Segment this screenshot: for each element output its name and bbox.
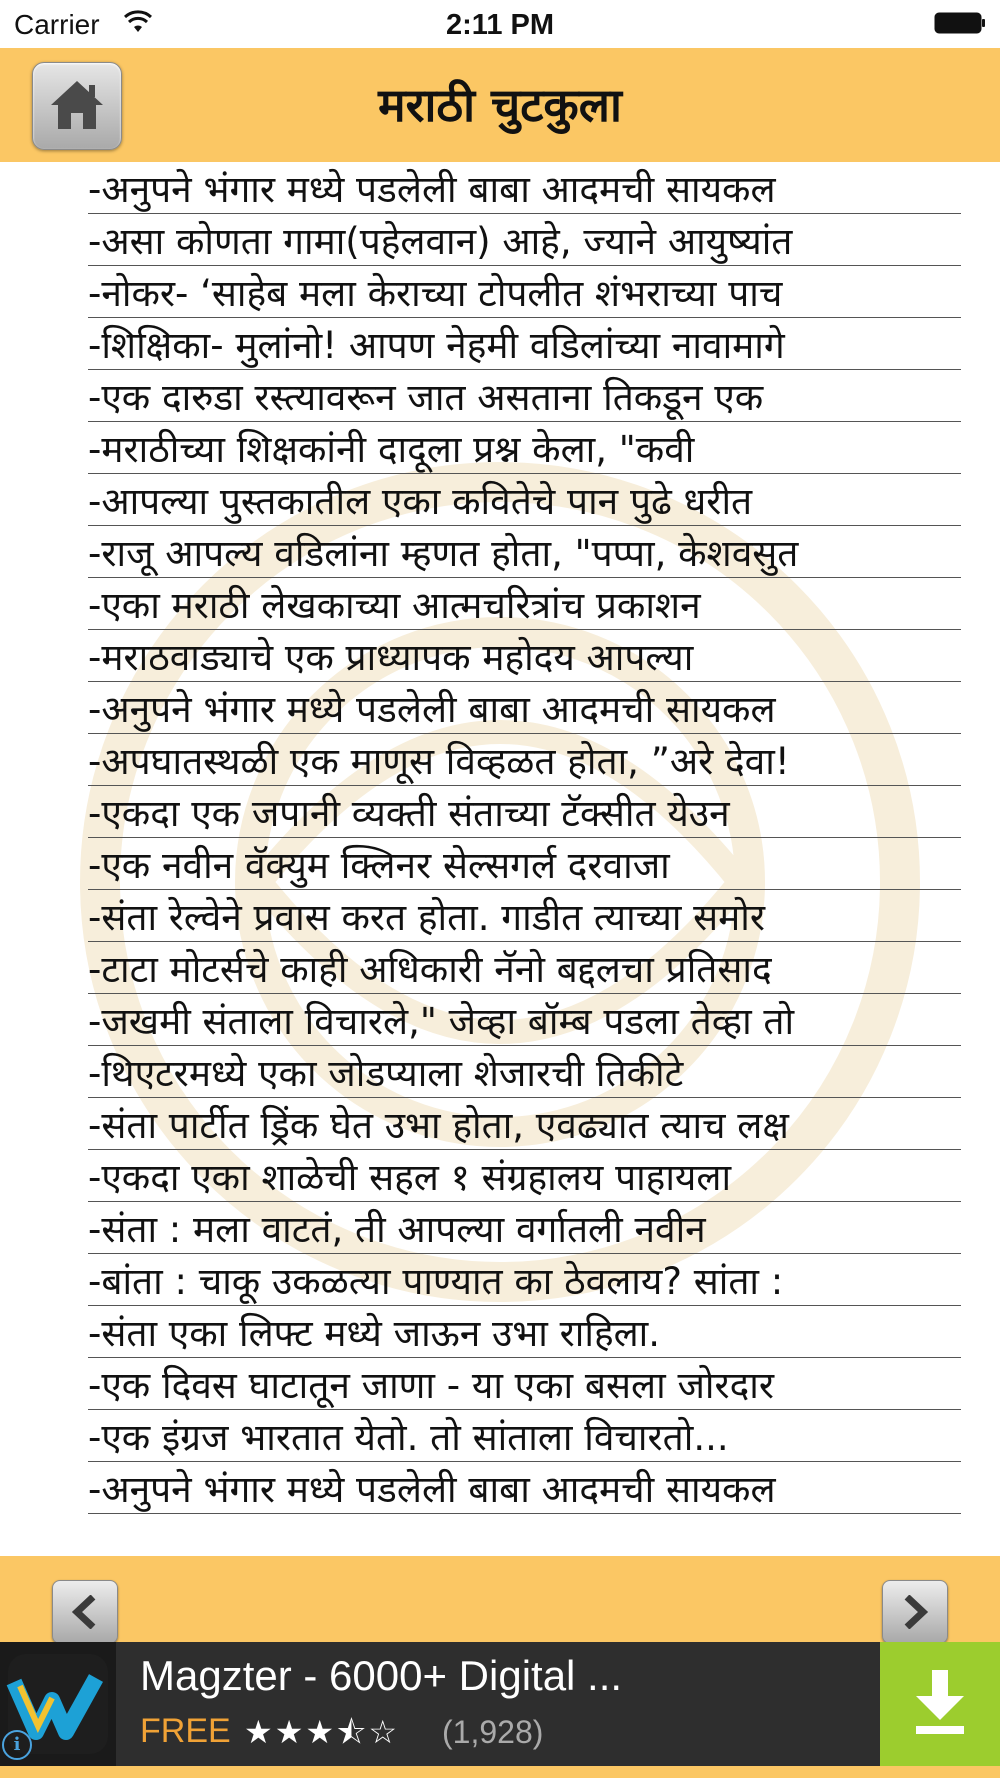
joke-row[interactable] xyxy=(88,734,961,786)
joke-text: -एक दारुडा रस्त्यावरून जात असताना तिकडून एक xyxy=(88,376,764,419)
ad-title: Magzter - 6000+ Digital ... xyxy=(140,1652,623,1699)
status-time: 2:11 PM xyxy=(446,9,554,41)
joke-row[interactable] xyxy=(88,1150,961,1202)
joke-row[interactable] xyxy=(88,942,961,994)
joke-row[interactable] xyxy=(88,1202,961,1254)
joke-row[interactable] xyxy=(88,422,961,474)
joke-text: -मराठीच्या शिक्षकांनी दादूला प्रश्न केला, "कवी xyxy=(88,428,695,471)
joke-text: -संता रेल्वेने प्रवास करत होता. गाडीत त्याच्या समोर xyxy=(88,896,766,939)
ad-review-count: (1,928) xyxy=(442,1714,544,1750)
joke-row[interactable] xyxy=(88,1410,961,1462)
carrier-label: Carrier xyxy=(14,9,100,40)
joke-text: -नोकर- ‘साहेब मला केराच्या टोपलीत शंभराच्या पाच xyxy=(88,272,783,315)
joke-row[interactable] xyxy=(88,214,961,266)
ad-banner[interactable] xyxy=(0,1642,1000,1766)
joke-text: -अपघातस्थळी एक माणूस विव्हळत होता, ”अरे देवा! xyxy=(88,740,790,783)
joke-text: -अनुपने भंगार मध्ये पडलेली बाबा आदमची सायकल xyxy=(88,168,776,211)
previous-button[interactable] xyxy=(52,1580,118,1644)
joke-row[interactable] xyxy=(88,526,961,578)
joke-row[interactable] xyxy=(88,578,961,630)
home-button[interactable] xyxy=(32,62,122,150)
joke-row[interactable] xyxy=(88,1358,961,1410)
battery-icon xyxy=(934,12,986,34)
joke-text: -बांता : चाकू उकळत्या पाण्यात का ठेवलाय? सांता : xyxy=(88,1260,784,1303)
joke-text: -असा कोणता गामा(पहेलवान) आहे, ज्याने आयुष्यांत xyxy=(88,220,793,263)
joke-text: -एक दिवस घाटातून जाणा - या एका बसला जोरदार xyxy=(88,1364,775,1407)
page-title: मराठी चुटकुला xyxy=(378,78,622,132)
ad-download-button[interactable] xyxy=(880,1642,1000,1766)
joke-row[interactable] xyxy=(88,370,961,422)
chevron-right-icon xyxy=(899,1595,931,1629)
joke-text: -संता एका लिफ्ट मध्ये जाऊन उभा राहिला. xyxy=(88,1312,661,1355)
joke-text: -मराठवाड्याचे एक प्राध्यापक महोदय आपल्या xyxy=(88,636,694,679)
joke-row[interactable] xyxy=(88,630,961,682)
joke-text: -एक इंग्रज भारतात येतो. तो सांताला विचारतो... xyxy=(88,1416,729,1459)
joke-text: -टाटा मोटर्सचे काही अधिकारी नॅनो बद्दलचा प्रतिसाद xyxy=(88,948,772,991)
download-icon xyxy=(912,1668,968,1738)
ad-price: FREE xyxy=(140,1712,231,1750)
joke-text: -अनुपने भंगार मध्ये पडलेली बाबा आदमची सायकल xyxy=(88,1468,776,1511)
app-header xyxy=(0,48,1000,162)
home-icon xyxy=(47,77,107,133)
joke-text: -राजू आपल्य वडिलांना म्हणत होता, "पप्पा, केशवसुत xyxy=(88,532,799,575)
joke-row[interactable] xyxy=(88,994,961,1046)
joke-row[interactable] xyxy=(88,162,961,214)
bottom-strip xyxy=(0,1766,1000,1778)
joke-row[interactable] xyxy=(88,890,961,942)
joke-text: -अनुपने भंगार मध्ये पडलेली बाबा आदमची सायकल xyxy=(88,688,776,731)
ad-app-icon[interactable] xyxy=(0,1642,116,1766)
joke-row[interactable] xyxy=(88,266,961,318)
joke-row[interactable] xyxy=(88,1098,961,1150)
joke-text: -आपल्या पुस्तकातील एका कवितेचे पान पुढे धरीत xyxy=(88,480,753,523)
joke-text: -संता : मला वाटतं, ती आपल्या वर्गातली नवीन xyxy=(88,1208,706,1251)
joke-text: -एक नवीन वॅक्युम क्लिनर सेल्सगर्ल दरवाजा xyxy=(88,844,670,887)
info-icon[interactable]: i xyxy=(2,1730,32,1760)
joke-row[interactable] xyxy=(88,1254,961,1306)
joke-list-container[interactable] xyxy=(0,162,1000,1556)
joke-list xyxy=(88,162,961,1514)
joke-row[interactable] xyxy=(88,1462,961,1514)
joke-row[interactable] xyxy=(88,318,961,370)
chevron-left-icon xyxy=(69,1595,101,1629)
joke-text: -एकदा एका शाळेची सहल १ संग्रहालय पाहायला xyxy=(88,1156,732,1199)
joke-text: -एकदा एक जपानी व्यक्ती संताच्या टॅक्सीत येउन xyxy=(88,792,730,835)
joke-text: -एका मराठी लेखकाच्या आत्मचरित्रांच प्रकाशन xyxy=(88,584,701,627)
joke-text: -संता पार्टीत ड्रिंक घेत उभा होता, एवढ्यात त्याच लक्ष xyxy=(88,1104,789,1147)
joke-row[interactable] xyxy=(88,786,961,838)
joke-text: -थिएटरमध्ये एका जोडप्याला शेजारची तिकीटे xyxy=(88,1052,684,1095)
joke-text: -शिक्षिका- मुलांनो! आपण नेहमी वडिलांच्या नावामागे xyxy=(88,324,785,367)
next-button[interactable] xyxy=(882,1580,948,1644)
joke-row[interactable] xyxy=(88,838,961,890)
joke-row[interactable] xyxy=(88,474,961,526)
joke-row[interactable] xyxy=(88,1306,961,1358)
ad-rating-stars: ★★★⯪☆ xyxy=(244,1713,400,1751)
joke-text: -जखमी संताला विचारले," जेव्हा बॉम्ब पडला तेव्हा तो xyxy=(88,1000,795,1043)
joke-row[interactable] xyxy=(88,1046,961,1098)
status-bar xyxy=(0,0,1000,48)
joke-row[interactable] xyxy=(88,682,961,734)
